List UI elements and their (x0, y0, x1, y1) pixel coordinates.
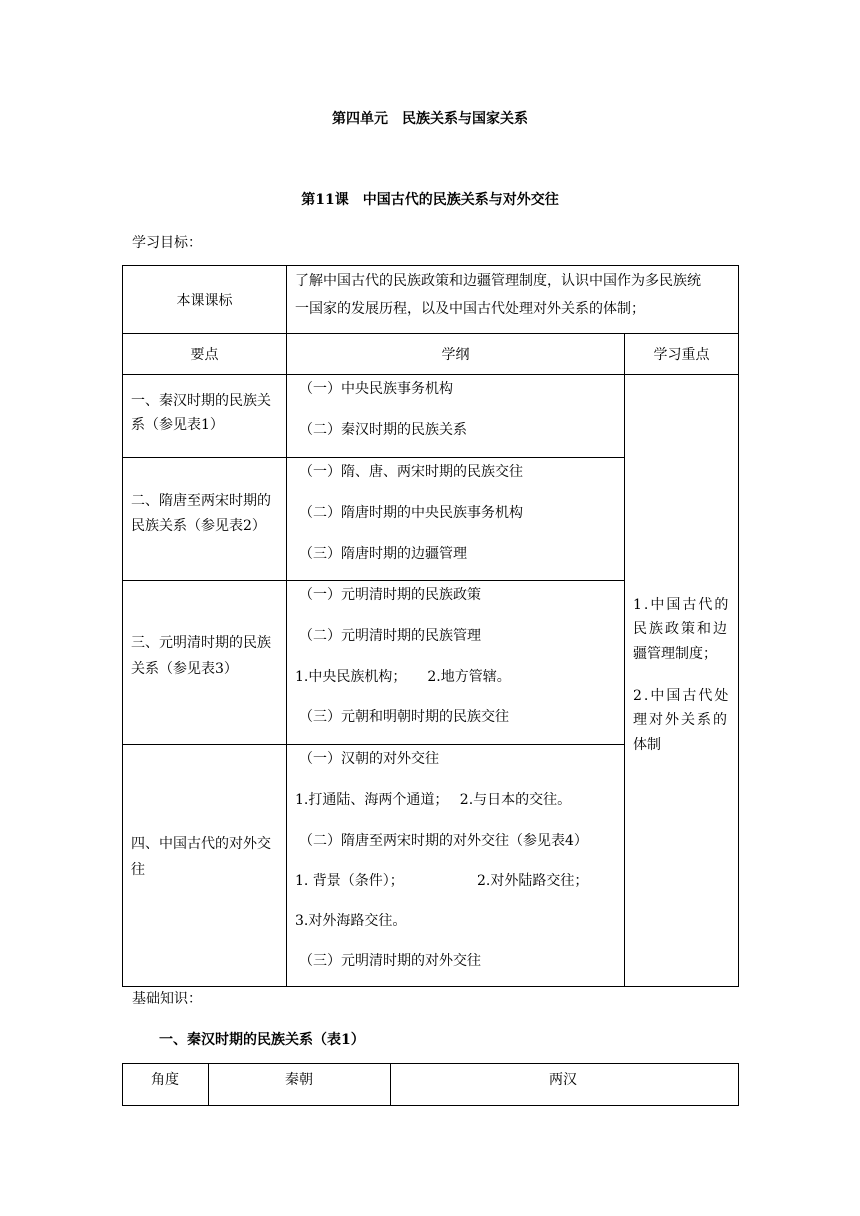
row2-outline-cell (287, 458, 625, 581)
row3-outline-3: 1.中央民族机构； 2.地方管辖。 (295, 669, 511, 685)
row4-outline-3: （二）隋唐至两宋时期的对外交往（参见表4） (299, 833, 588, 849)
row3-point-line-1: 三、元明清时期的民族 (131, 635, 271, 651)
row3-outline-1: （一）元明清时期的民族政策 (299, 587, 481, 603)
row1-outline-1: （一）中央民族事务机构 (299, 381, 453, 397)
standard-label: 本课课标 (176, 292, 233, 309)
row3-point-line-2: 关系（参见表3） (131, 661, 238, 677)
standard-label-cell (123, 266, 287, 334)
row1-outline-2: （二）秦汉时期的民族关系 (299, 422, 467, 438)
unit-title: 第四单元 民族关系与国家关系 (332, 111, 528, 127)
focus-line-2: 民族政策和边 (633, 621, 729, 637)
row4-point-line-2: 往 (131, 862, 145, 878)
table1-header-han-text: 两汉 (549, 1072, 577, 1088)
table1-header-angle-text: 角度 (151, 1072, 179, 1088)
row4-point-line-1: 四、中国古代的对外交 (131, 836, 271, 852)
basics-label: 基础知识： (132, 991, 202, 1007)
focus-cell (625, 375, 739, 987)
row3-point-cell (123, 581, 287, 745)
standard-text-line-1: 了解中国古代的民族政策和边疆管理制度，认识中国作为多民族统 (295, 273, 701, 289)
row1-point-line-2: 系（参见表1） (131, 417, 224, 433)
table1-header-han (391, 1064, 739, 1106)
focus-line-5: 理对外关系的 (633, 712, 729, 728)
standard-text-line-2: 一国家的发展历程，以及中国古代处理对外关系的体制； (295, 301, 645, 317)
table1-header-angle (123, 1064, 209, 1106)
row2-outline-1: （一）隋、唐、两宋时期的民族交往 (299, 464, 523, 480)
row1-outline-cell (287, 375, 625, 458)
row2-point-line-2: 民族关系（参见表2） (131, 518, 266, 534)
row1-point-cell (123, 375, 287, 458)
row4-outline-4: 1. 背景（条件）； (295, 873, 404, 889)
row3-outline-2: （二）元明清时期的民族管理 (299, 628, 481, 644)
header-points: 要点 (123, 334, 287, 375)
header-focus: 学习重点 (625, 334, 739, 375)
table1 (122, 1063, 739, 1106)
row3-outline-cell (287, 581, 625, 745)
lesson-title: 第11课 中国古代的民族关系与对外交往 (301, 192, 559, 208)
row1-point-line-1: 一、秦汉时期的民族关 (131, 393, 271, 409)
row2-point-line-1: 二、隋唐至两宋时期的 (131, 493, 271, 509)
row4-outline-cell (287, 745, 625, 987)
row2-outline-3: （三）隋唐时期的边疆管理 (299, 546, 467, 562)
objectives-label: 学习目标： (132, 235, 202, 251)
row2-point-cell (123, 458, 287, 581)
focus-line-6: 体制 (633, 737, 661, 753)
row4-point-cell (123, 745, 287, 987)
row4-outline-1: （一）汉朝的对外交往 (299, 751, 439, 767)
focus-line-4: 2.中国古代处 (633, 688, 731, 704)
standard-text-cell (287, 266, 739, 334)
objectives-table (122, 265, 739, 987)
table1-header-qin (209, 1064, 391, 1106)
row4-outline-2: 1.打通陆、海两个通道； 2.与日本的交往。 (295, 792, 572, 808)
row4-outline-5: 2.对外陆路交往； (477, 873, 589, 889)
section1-title: 一、秦汉时期的民族关系（表1） (159, 1032, 365, 1048)
row4-outline-6: 3.对外海路交往。 (295, 913, 407, 929)
table1-header-qin-text: 秦朝 (285, 1072, 313, 1088)
row2-outline-2: （二）隋唐时期的中央民族事务机构 (299, 505, 523, 521)
focus-line-1: 1.中国古代的 (633, 597, 731, 613)
row3-outline-4: （三）元朝和明朝时期的民族交往 (299, 709, 509, 725)
header-outline: 学纲 (287, 334, 625, 375)
row4-outline-7: （三）元明清时期的对外交往 (299, 953, 481, 969)
focus-line-3: 疆管理制度； (633, 646, 717, 662)
